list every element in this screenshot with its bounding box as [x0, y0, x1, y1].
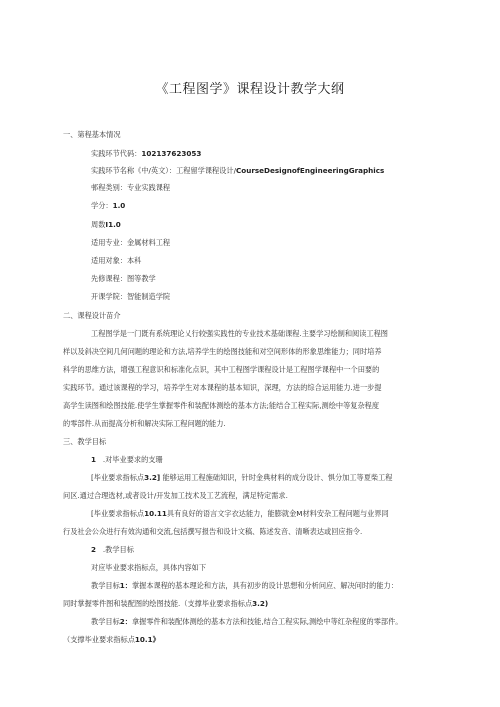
goal-2-heading: [91, 545, 134, 554]
page-title: 《工程图学》课程设计教学大纲: [155, 82, 345, 97]
course-name-label: 实践环节名称《中/英文）：工程留学课程设计/: [91, 166, 236, 175]
course-name-en: CourseDesignofEngineeringGraphics: [236, 166, 385, 175]
course-code-label: 实践环节代码：: [91, 149, 142, 158]
intro-line-5: 高学生读图和绘图技能.使学生掌握零件和装配体测绘的基本方法;能结合工程实际,测绘中等复杂程度: [63, 401, 380, 410]
course-code: [91, 149, 201, 158]
credit-value: 1.0: [112, 201, 126, 210]
indicator-text: 能够运用工程施础知识，针时金典材料的成分设计、惧分加工等夏柴工程: [162, 473, 393, 482]
weeks-label: 周数: [91, 220, 106, 229]
teaching-goal-text: 拿握零件和装配体测绘的基本方法和技能,结合工程实际,测绘中等红杂程度的零部件。: [131, 617, 403, 626]
goal-2-intro: 对应毕业要求指标点，具体内容如下: [91, 563, 207, 572]
weeks-value: I1.0: [105, 220, 121, 229]
teaching-goal-support: （支撑毕业要求指标点: [63, 635, 135, 644]
course-prereq: 先修课程：图等教学: [91, 274, 156, 283]
course-major: 适用专业：金属材料工程: [91, 238, 171, 247]
section-3-heading: 三、教学目标: [63, 437, 107, 446]
credit-label: 学分：: [91, 201, 113, 210]
teaching-goal-label: 教学目标: [91, 581, 120, 590]
goal-2-title: .教学目标: [102, 545, 134, 554]
intro-line-6: 的零部件.从而提高分析和解决实际工程问题的能力.: [63, 419, 226, 428]
teaching-goal-indicator: 3.2): [252, 599, 269, 608]
goal-1-heading: [91, 455, 163, 464]
course-name: [91, 166, 384, 175]
teaching-goal-label: 教学目标: [91, 617, 120, 626]
teaching-goal-support: 同时掌握零件图和装配图的绘图技能.（支撑毕业要求指标点: [63, 599, 253, 608]
teaching-goal-number: 2：: [119, 617, 132, 626]
goal-1-point-2: [91, 509, 389, 518]
teaching-goal-indicator: 10.1》: [134, 635, 160, 644]
indicator-label: [毕业要求指标点: [91, 473, 145, 482]
indicator-text: 具有良好的语言文字衣达能力，能膨就金M材料安杂工程问题与业界同: [166, 509, 389, 518]
intro-line-2: 样以及斜决空间几何问题的理论和方法,培养学生的绘图技能和对空间形体的形象思维能力；同时培养: [63, 347, 382, 356]
goal-2-number: 2: [91, 545, 97, 554]
teaching-goal-1-cont: [63, 599, 268, 608]
indicator-number: 10.11: [144, 509, 167, 518]
teaching-goal-text: 掌握本课程的基本理论和方法，具有初步的设计思想和分析问应、解决问时的能力：: [131, 581, 398, 590]
indicator-number: 3.2]: [144, 473, 161, 482]
course-category: 邨程类别：专业实践课程: [91, 183, 171, 192]
teaching-goal-2: [91, 617, 402, 626]
section-2-heading: 二、课程设计苗介: [63, 311, 121, 320]
teaching-goal-number: 1：: [119, 581, 132, 590]
course-weeks: [91, 220, 121, 229]
goal-1-point-1-cont: 问区.通过合理选材,或者设计/开发加工技术及工艺流程，满足特定需求.: [63, 491, 288, 500]
course-credit: [91, 201, 125, 210]
section-1-heading: 一、第程基本情况: [63, 130, 121, 139]
intro-line-4: 实践环节。通过该课程的学习，培养学生对本课程的基本知识，深理，方法的综合运用能力.进一步提: [63, 383, 382, 392]
goal-1-number: 1: [91, 455, 97, 464]
teaching-goal-2-cont: [63, 635, 160, 644]
intro-line-1: 工程图学是一门既有系统理论乂行较强实践性的专业技术基础课程.主要学习绘制和阅读工程图: [91, 329, 388, 338]
goal-1-point-2-cont: 行及社会公众进行有效沟通和交流,包括撰写报告和设计文稿、陈述发音、清晰表达或回应指令.: [63, 527, 363, 536]
course-college: 开课学院：智能制造学院: [91, 292, 171, 301]
course-audience: 适用对象：本科: [91, 256, 142, 265]
course-code-value: 102137623053: [141, 149, 202, 158]
goal-1-title: .对毕业要求的支珊: [102, 455, 163, 464]
goal-1-point-1: [91, 473, 392, 482]
teaching-goal-1: [91, 581, 398, 590]
indicator-label: [毕业要求指标点: [91, 509, 145, 518]
intro-line-3: 科学的思维方法，增强工程意识和标准化点识，其中工程图学课程设计是工程图学课程中一个田要的: [63, 365, 380, 374]
